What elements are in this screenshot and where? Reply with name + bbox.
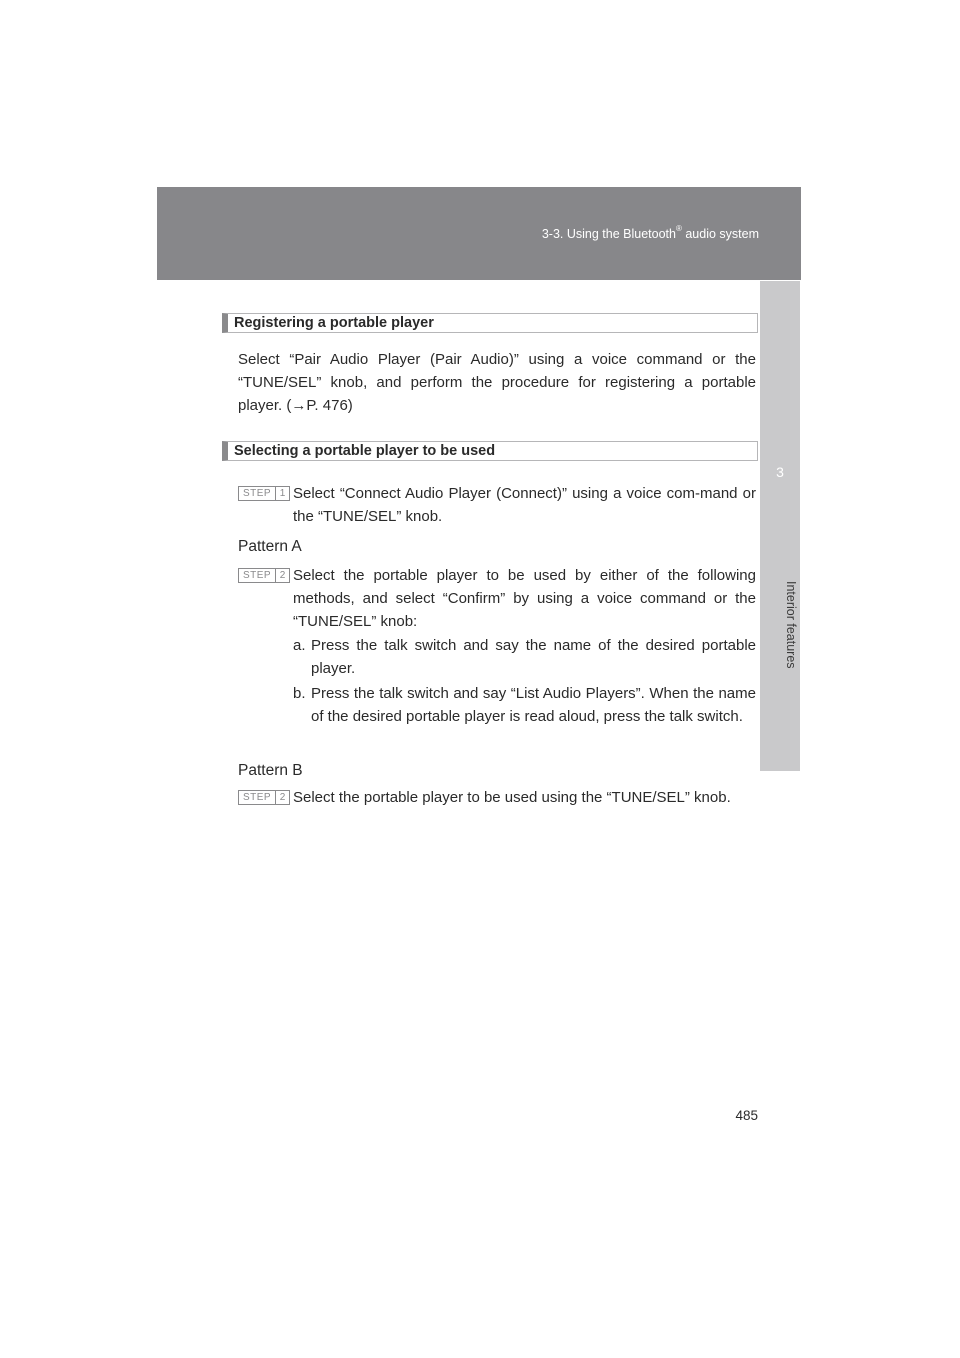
- chapter-label: Interior features: [784, 581, 798, 669]
- page-number: 485: [735, 1108, 758, 1123]
- header-band: [157, 187, 801, 280]
- step-badge-2a: STEP 2: [238, 568, 290, 583]
- step1-text: Select “Connect Audio Player (Connect)” using a voice com-mand or the “TUNE/SEL” knob.: [293, 485, 756, 525]
- pattern-b-step2-text: Select the portable player to be used using the “TUNE/SEL” knob.: [293, 789, 731, 806]
- pattern-a-step2-text: Select the portable player to be used by either of the following methods, and select “Confirm” by using a voice command or the “TUNE/SEL” knob:: [293, 567, 756, 630]
- pattern-b-heading: Pattern B: [238, 762, 303, 779]
- chapter-tab: [760, 281, 800, 771]
- chapter-number: 3: [776, 464, 784, 480]
- section-heading-selecting: Selecting a portable player to be used: [222, 441, 758, 461]
- registering-paragraph: Select “Pair Audio Player (Pair Audio)” using a voice command or the “TUNE/SEL” knob, and perform the procedure for registering a portable player. (→P. 476): [238, 351, 756, 414]
- list-item-b: b. Press the talk switch and say “List Audio Players”. When the name of the desired portable player is read aloud, press the talk switch.: [293, 685, 756, 725]
- section-title: 3-3. Using the Bluetooth® audio system: [541, 224, 759, 242]
- list-item-a: a. Press the talk switch and say the name of the desired portable player.: [293, 637, 756, 677]
- step-badge-1: STEP 1: [238, 486, 290, 501]
- step-badge-2b: STEP 2: [238, 790, 290, 805]
- pattern-a-heading: Pattern A: [238, 538, 302, 555]
- section-heading-registering: Registering a portable player: [222, 313, 758, 333]
